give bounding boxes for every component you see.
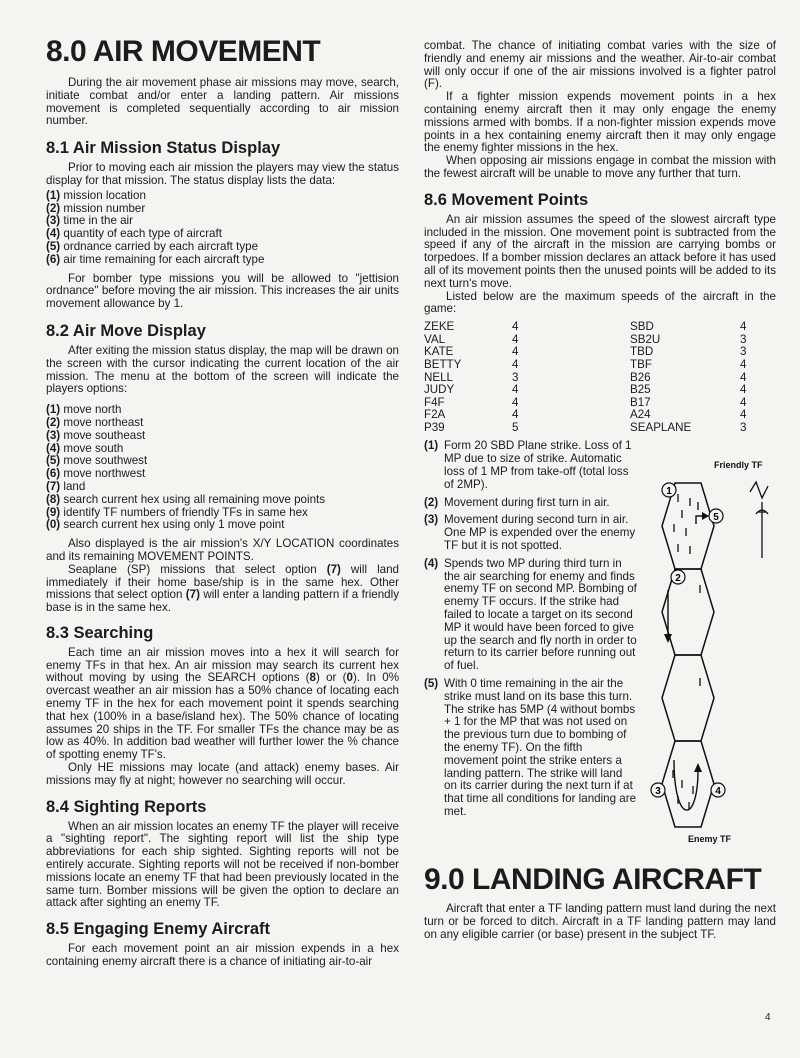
hex-3 [662,655,714,741]
aircraft-speed: 5 [512,420,519,434]
table-row [424,321,754,334]
aircraft-name: SBD [630,320,654,334]
table-row [424,346,754,359]
list-item: (2) Movement during first turn in air. [424,495,610,509]
section-9-title: 9.0 LANDING AIRCRAFT [424,863,762,897]
list-item: (6) air time remaining for each aircraft type [46,252,265,266]
paragraph-8-4: When an air mission locates an enemy TF the player will receive a "sighting report". The sighting report will list the ship type abbreviations for each ship sighted. Sighting reports will not be entirely accurate. Sighting reports will not be received if non-bomber missions locate an enemy TF that had been previously located in the same turn. Bomber missions will be given the option to declare an attack after sighting an enemy TF. [46,819,399,910]
paragraph-8-5-cont-a: combat. The chance of initiating combat varies with the size of friendly and enemy air missions and the weather. Air-to-air combat will only occur if one of the air missions involved is a fighter patrol (F). [424,39,776,91]
paragraph-8-6-b: Listed below are the maximum speeds of the aircraft in the game: [424,289,776,316]
list-item: (3) Movement during second turn in air. One MP is expended over the enemy TF but it is not spotted. [424,513,636,553]
circled-number-1: 1 [666,486,672,498]
circled-number-3: 3 [655,786,661,798]
aircraft-speed-table [424,321,754,434]
aircraft-speed: 4 [740,395,747,409]
aircraft-name: TBF [630,357,652,371]
list-item: (1) mission location [46,188,146,202]
hex-2 [662,569,714,655]
aircraft-name: B25 [630,383,651,397]
aircraft-name: B26 [630,370,651,384]
aircraft-speed: 4 [512,383,519,397]
example-area [424,440,776,872]
aircraft-speed: 4 [512,332,519,346]
list-item: (1) Form 20 SBD Plane strike. Loss of 1 MP due to size of strike. Automatic loss of 1 MP from take-off (total loss of 2MP). [424,439,632,491]
list-item: (5) move southwest [46,454,148,468]
aircraft-name: P39 [424,420,445,434]
paragraph-8-2-a: After exiting the mission status display, the map will be drawn on the screen with the cursor indicating the current location of the air mission. The menu at the bottom of the screen will indicate the players options: [46,343,399,396]
arrow-head-icon [702,512,709,520]
list-item: (3) time in the air [46,214,133,228]
table-row [424,409,754,422]
list-item: (0) search current hex using only 1 move point [46,518,285,532]
heading-8-5: 8.5 Engaging Enemy Aircraft [46,920,271,939]
aircraft-speed: 4 [740,370,747,384]
page-number: 4 [765,1012,771,1023]
table-row [424,372,754,385]
list-item: (5) ordnance carried by each aircraft type [46,239,259,253]
paragraph-8-3-b: Only HE missions may locate (and attack) enemy bases. Air missions may fly at night; however no searching will occur. [46,761,399,787]
paragraph-8-1-a: Prior to moving each air mission the players may view the status display for that mission. The status display lists the data: [46,161,399,187]
paragraph-8-3-a: Each time an air mission moves into a hex it will search for enemy TFs in that hex. An air mission may search its current hex without moving by using the SEARCH options (8) or (0). In 0% overcast weather an air mission has a 50% chance of locating each enemy TF in the hex for each movement point it spends searching that hex (100% in a base/island hex). The 50% chance of locating assumes 20 ships in the TF. For smaller TFs the chance may be as low as 40%. In addition bad weather will further lower the % chance of spotting enemy TF's. [46,645,399,762]
aircraft-name: BETTY [424,357,462,371]
heading-8-3: 8.3 Searching [46,623,154,642]
aircraft-speed: 4 [740,320,747,334]
aircraft-speed: 4 [740,408,747,422]
list-item: (8) search current hex using all remaining move points [46,492,326,506]
left-column [46,0,399,969]
aircraft-name: NELL [424,370,454,384]
hex-4 [662,741,714,827]
aircraft-speed: 3 [740,332,747,346]
list-item: (4) Spends two MP during third turn in the air searching for enemy and finds enemy TF on second MP. Bombing of enemy TF occurs. If the strike had failed to locate a target on its second MP it would have been forced to give up the search and fly north in order to return to its carrier before running out of fuel. [424,556,637,673]
move-options-list [46,404,399,532]
list-item: (1) move north [46,403,122,417]
arrow-head-icon [694,763,702,772]
aircraft-speed: 3 [740,345,747,359]
movement-example-steps [424,440,638,818]
paragraph-8-1-b: For bomber type missions you will be allowed to "jettision ordnance" before moving the air mission. This increases the air units movement allowance by 1. [46,271,399,311]
list-item: (2) mission number [46,201,146,215]
hex-movement-diagram [638,440,798,872]
aircraft-speed: 4 [512,345,519,359]
aircraft-name: F4F [424,395,445,409]
right-column [424,0,776,942]
aircraft-name: SB2U [630,332,661,346]
intro-paragraph: During the air movement phase air missions may move, search, initiate combat and/or enter a landing pattern. Air missions movement is completed sequentially according to air mission number. [46,76,399,128]
aircraft-name: A24 [630,408,651,422]
paragraph-8-5-cont-c: When opposing air missions engage in combat the mission with the fewest aircraft will be unable to move any further that turn. [424,154,776,180]
heading-8-1: 8.1 Air Mission Status Display [46,139,281,158]
paragraph-8-2-b: Also displayed is the air mission's X/Y LOCATION coordinates and its remaining MOVEMENT POINTS. [46,537,399,563]
paragraph-8-5-cont-b: If a fighter mission expends movement points in a hex containing enemy aircraft then it may only engage the enemy missions armed with bombs. If a non-fighter mission expends move points in a hex containing enemy aircraft then it may only engage the enemy fighter missions in the hex. [424,90,776,155]
aircraft-name: SEAPLANE [630,420,692,434]
aircraft-name: B17 [630,395,651,409]
north-arrow-icon [750,482,768,558]
list-item: (5) With 0 time remaining in the air the strike must land on its base this turn. The strike has 5MP (4 without bombs + 1 for the MP that was not used on the previous turn due to bombing of the enemy TF). On the fifth movement point the strike enters a landing pattern. The strike will land on its carrier during the next turn if at that time all conditions for landing are met. [424,677,637,818]
aircraft-speed: 4 [512,357,519,371]
aircraft-speed: 4 [512,395,519,409]
circled-number-4: 4 [715,786,721,798]
list-item: (6) move northwest [46,467,146,481]
list-item: (4) quantity of each type of aircraft [46,227,222,241]
heading-8-6: 8.6 Movement Points [424,190,589,209]
aircraft-name: VAL [424,332,446,346]
paragraph-9-0: Aircraft that enter a TF landing pattern must land during the next turn or be forced to ditch. Aircraft in a TF landing pattern may land on any eligible carrier (or base) present in the subject TF. [424,902,776,942]
paragraph-8-5: For each movement point an air mission expends in a hex containing enemy aircraft there is a chance of initiating air-to-air [46,942,399,969]
enemy-tf-label: Enemy TF [688,834,732,845]
friendly-tf-label: Friendly TF [714,460,763,471]
aircraft-name: ZEKE [424,320,455,334]
aircraft-name: F2A [424,408,446,422]
paragraph-8-2-c: Seaplane (SP) missions that select option (7) will land immediately if their home base/ship is in the same hex. Other missions that select option (7) will enter a landing pattern if a friendly base is in the same hex. [46,562,399,615]
table-row [424,334,754,347]
aircraft-speed: 3 [740,420,747,434]
aircraft-name: JUDY [424,383,455,397]
heading-8-4: 8.4 Sighting Reports [46,797,207,816]
aircraft-speed: 4 [740,383,747,397]
path-segment-3 [696,516,702,524]
aircraft-speed: 3 [512,370,519,384]
section-8-title: 8.0 AIR MOVEMENT [46,35,321,68]
status-data-list [46,190,399,267]
list-item: (4) move south [46,441,124,455]
aircraft-speed: 4 [740,357,747,371]
list-item: (2) move northeast [46,415,144,429]
list-item: (3) move southeast [46,428,146,442]
list-item: (7) land [46,479,86,493]
aircraft-speed: 4 [512,320,519,334]
circled-number-2: 2 [675,573,681,585]
aircraft-name: KATE [424,345,454,359]
aircraft-name: TBD [630,345,654,359]
table-row [424,397,754,410]
paragraph-8-6-a: An air mission assumes the speed of the slowest aircraft type included in the mission. One movement point is subtracted from the speed if any of the aircraft in the mission are carrying bombs or torpedoes. If a bomber mission declares an attack before it has used all of its movement points then the unused points will be added to its next turn's move. [424,212,776,290]
table-row [424,422,754,435]
aircraft-speed: 4 [512,408,519,422]
circled-number-5: 5 [713,512,719,524]
heading-8-2: 8.2 Air Move Display [46,321,206,340]
table-row [424,384,754,397]
table-row [424,359,754,372]
list-item: (9) identify TF numbers of friendly TFs in same hex [46,505,308,519]
